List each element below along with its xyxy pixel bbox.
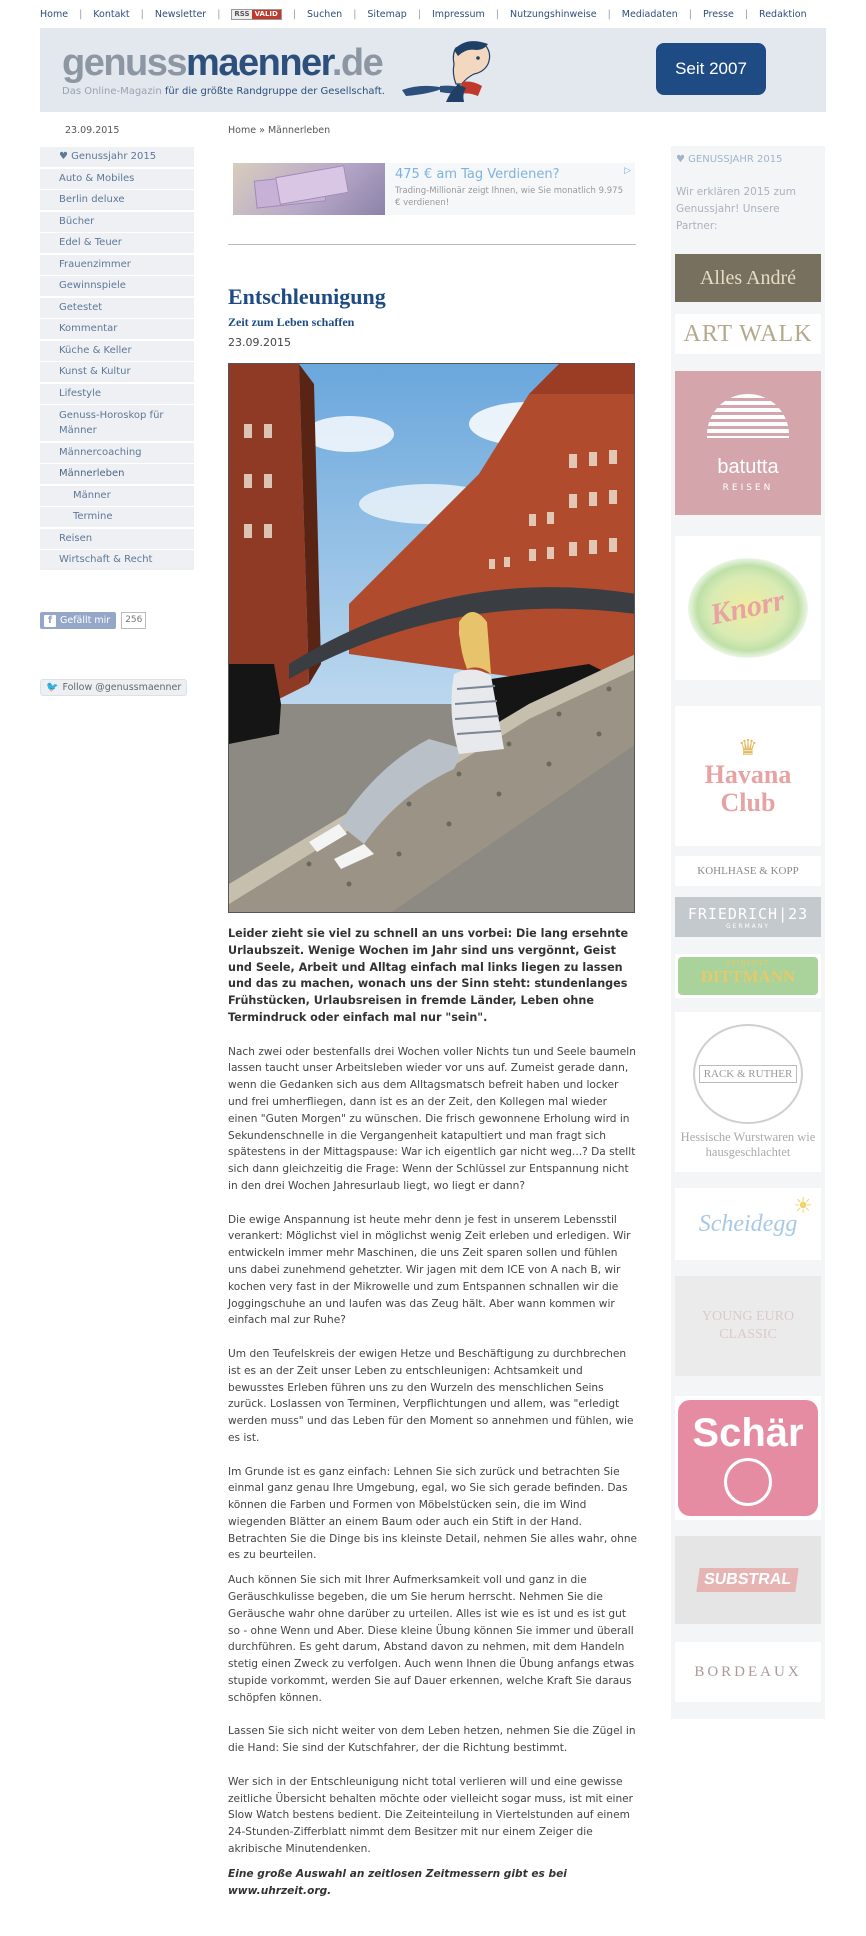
article-title: Entschleunigung — [228, 284, 386, 309]
article-closing-link[interactable]: Eine große Auswahl an zeitlosen Zeitmessern gibt es bei www.uhrzeit.org. — [228, 1867, 567, 1897]
top-navigation: Home | Kontakt | Newsletter | RSS VALID | Suchen | Sitemap | Impressum | Nutzungshinweise | Mediadaten | Presse | Redaktion — [40, 8, 807, 20]
article-paragraph: Im Grunde ist es ganz einfach: Lehnen Sie sich zurück und betrachten Sie einmal ganz genau Ihre Umgebung, egal, wo Sie sich gerade befinden. Das können die Farben und Formen von Möbelstücken sein, die im Wind wiegenden Blätter an einem Baum oder auch ein Stift in der Hand. Betrachten Sie die Dinge bis ins kleinste Detail, nehmen Sie alles wahr, ohne es zu beurteilen. — [228, 1465, 638, 1562]
partner-kohlhase-kopp[interactable]: KOHLHASE & KOPP — [675, 856, 821, 886]
partner-young-euro-classic[interactable]: YOUNG EURO CLASSIC — [675, 1276, 821, 1376]
nav-home[interactable]: Home — [40, 8, 69, 20]
breadcrumb-current: Männerleben — [267, 125, 331, 136]
sidebar-item-buecher[interactable]: Bücher — [40, 212, 194, 232]
facebook-icon: f — [44, 615, 56, 627]
sidebar-item-wirtschaft[interactable]: Wirtschaft & Recht — [40, 550, 194, 570]
partner-intro: Wir erklären 2015 zum Genussjahr! Unsere Partner: — [676, 186, 796, 232]
content-divider — [228, 244, 636, 245]
partner-dittmann[interactable]: FEINKOST DITTMANN — [675, 954, 821, 998]
facebook-like-widget — [40, 612, 146, 629]
sidebar-item-lifestyle[interactable]: Lifestyle — [40, 384, 194, 404]
sidebar-item-genussjahr[interactable]: ♥ Genussjahr 2015 — [40, 147, 194, 167]
sidebar-item-gewinnspiele[interactable]: Gewinnspiele — [40, 276, 194, 296]
nav-impressum[interactable]: Impressum — [431, 8, 485, 20]
sidebar-item-kunst[interactable]: Kunst & Kultur — [40, 362, 194, 382]
article-body — [228, 926, 638, 1916]
sidebar-item-kueche[interactable]: Küche & Keller — [40, 341, 194, 361]
sidebar-item-kommentar[interactable]: Kommentar — [40, 319, 194, 339]
sidebar-subitem-maenner[interactable]: Männer — [40, 486, 194, 506]
current-date: 23.09.2015 — [65, 125, 120, 136]
havana-figure-icon: ♛ — [738, 735, 758, 761]
article-lead: Leider zieht sie viel zu schnell an uns vorbei: Die lang ersehnte Urlaubszeit. Wenige Wochen im Jahr sind uns vergönnt, Geist und Seele, Arbeit und Alltag einfach mal links liegen zu lassen und das zu machen, wonach uns der Sinn steht: stundenlanges Frühstücken, Urlaubsreisen in fremde Länder, Leben ohne Termindruck oder einfach mal nur "sein". — [228, 927, 629, 1024]
article-paragraph: Wer sich in der Entschleunigung nicht total verlieren will und eine gewisse zeitliche Übersicht behalten möchte oder vielleicht sogar muss, ist mit einer Slow Watch bestens bedient. Die Zeiteinteilung in Viertelstunden auf einem 24-Stunden-Zifferblatt nimmt dem Besitzer mit nur einem Zeiger die akribische Minutendenken. — [228, 1775, 634, 1856]
site-logo[interactable]: genussmaenner.de — [62, 42, 383, 84]
sidebar-item-getestet[interactable]: Getestet — [40, 298, 194, 318]
advertisement-banner[interactable] — [233, 163, 635, 215]
sun-icon: ☀ — [793, 1194, 813, 1219]
partner-heading: ♥ GENUSSJAHR 2015 — [676, 154, 783, 165]
partner-havana-club[interactable]: ♛ Havana Club — [675, 706, 821, 846]
article-paragraph: Um den Teufelskreis der ewigen Hetze und Beschäftigung zu durchbrechen ist es an der Zeit unser Leben zu entschleunigen: Achtsamkeit und bewusstes Erleben führen uns zu den Wurzeln des menschlichen Seins zurück. Loslassen von Terminen, Verpflichtungen und allem, was "erledigt werden muss" und das Leben für den Moment so annehmen und fühlen, wie es ist. — [228, 1347, 634, 1444]
article-subtitle: Zeit zum Leben schaffen — [228, 315, 355, 329]
partner-rack-ruther[interactable]: RACK & RUTHER Hessische Wurstwaren wie hausgeschlachtet — [675, 1012, 821, 1172]
article-paragraph: Nach zwei oder bestenfalls drei Wochen voller Nichts tun und Seele baumeln lassen taucht unser Arbeitsleben wieder vor uns auf. Zumeist gerade dann, wenn die Gedanken sich aus dem Alltagsmatsch befreit haben und locker und frei umherfliegen, dann ist es an der Zeit, den Kollegen mal wieder einen "Guten Morgen" zu wünschen. Die frisch gewonnene Erholung wird in Sekundenschnelle in die Vergangenheit katapultiert und man fragt sich spätestens in der Mittagspause: War ich eigentlich gar nicht weg...? Da stellt sich dann gleichzeitig die Frage: Wenn der Schlüssel zur Entspannung nicht in den drei Wochen Jahresurlaub liegt, wo liegt er dann? — [228, 1045, 636, 1192]
nav-kontakt[interactable]: Kontakt — [93, 8, 130, 20]
partner-friedrich-23[interactable]: FRIEDRICH|23 GERMANY — [675, 897, 821, 937]
facebook-like-button[interactable]: f Gefällt mir — [40, 612, 116, 629]
nav-newsletter[interactable]: Newsletter — [154, 8, 207, 20]
ad-text: Trading-Millionär zeigt Ihnen, wie Sie monatlich 9.975 € verdienen! — [395, 186, 623, 208]
sidebar-item-horoskop[interactable]: Genuss-Horoskop für Männer — [40, 405, 194, 441]
article-paragraph: Auch können Sie sich mit Ihrer Aufmerksamkeit voll und ganz in die Geräuschkulisse begeben, die um Sie herum herrscht. Nehmen Sie die Geräusche wahr ohne darüber zu urteilen. Alles ist wie es ist und es ist gut so - ohne Wenn und Aber. Diese kleine Übung können Sie immer und überall durchführen. Es geht darum, Abstand davon zu nehmen, mit dem Handeln stetig einen Zweck zu verfolgen. Auch wenn Ihnen die Übung anfangs etwas stupide vorkommt, werden Sie auf Dauer erkennen, welche Kraft Sie daraus schöpfen können. — [228, 1574, 635, 1704]
sunset-icon — [707, 394, 789, 438]
partner-scheidegg[interactable]: Scheidegg ☀ — [675, 1188, 821, 1260]
nav-presse[interactable]: Presse — [702, 8, 734, 20]
nav-nutzungshinweise[interactable]: Nutzungshinweise — [509, 8, 597, 20]
article-photo — [228, 363, 635, 913]
sidebar-subitem-termine[interactable]: Termine — [40, 507, 194, 527]
ad-choices-icon[interactable]: ▷ — [624, 166, 631, 176]
nav-redaktion[interactable]: Redaktion — [759, 8, 807, 20]
category-sidebar — [40, 147, 194, 572]
mascot-illustration — [400, 36, 520, 104]
nav-suchen[interactable]: Suchen — [307, 8, 343, 20]
partner-art-walk[interactable]: ART WALK — [675, 314, 821, 354]
partner-knorr[interactable]: Knorr — [675, 536, 821, 680]
ad-title[interactable]: 475 € am Tag Verdienen? — [395, 167, 560, 182]
sidebar-item-edel[interactable]: Edel & Teuer — [40, 233, 194, 253]
partner-substral[interactable]: SUBSTRAL — [675, 1536, 821, 1624]
ad-image — [233, 163, 385, 215]
sidebar-item-maennerleben[interactable]: Männerleben — [40, 464, 194, 484]
partner-sidebar — [671, 146, 825, 1719]
article-paragraph: Lassen Sie sich nicht weiter von dem Leben hetzen, nehmen Sie die Zügel in die Hand: Sie sind der Kutschfahrer, der die Richtung bestimmt. — [228, 1725, 636, 1755]
partner-alles-andre[interactable]: Alles André — [675, 254, 821, 302]
site-tagline: Das Online-Magazin für die größte Randgruppe der Gesellschaft. — [62, 86, 385, 97]
sidebar-item-auto[interactable]: Auto & Mobiles — [40, 169, 194, 189]
since-badge: Seit 2007 — [656, 43, 766, 95]
nav-mediadaten[interactable]: Mediadaten — [621, 8, 678, 20]
article-date: 23.09.2015 — [228, 336, 291, 349]
article-paragraph: Die ewige Anspannung ist heute mehr denn je fest in unserem Lebensstil verankert: Möglichst viel in möglichst wenig Zeit erleben und erledigen. Wir entwickeln immer mehr Maschinen, die uns Zeit sparen sollen und fühlen uns dabei zunehmend gehetzter. Wir jagen mit dem ICE von A nach B, wir kochen very fast in der Mikrowelle und zum Entspannen schnallen wir die Joggingschuhe an und laufen was das Zeug hält. Aber wann kommen wir einfach mal zur Ruhe? — [228, 1213, 631, 1327]
sidebar-item-maennercoaching[interactable]: Männercoaching — [40, 443, 194, 463]
site-header — [40, 28, 826, 112]
sidebar-item-reisen[interactable]: Reisen — [40, 529, 194, 549]
rack-ruther-emblem: RACK & RUTHER — [693, 1024, 803, 1124]
twitter-follow-button[interactable]: 🐦 Follow @genussmaenner — [40, 679, 187, 696]
sidebar-item-frauenzimmer[interactable]: Frauenzimmer — [40, 255, 194, 275]
breadcrumb: Home » Männerleben — [228, 125, 331, 136]
breadcrumb-home[interactable]: Home — [228, 125, 257, 136]
facebook-like-count: 256 — [121, 612, 146, 629]
nav-sitemap[interactable]: Sitemap — [367, 8, 407, 20]
partner-bordeaux[interactable]: BORDEAUX — [675, 1642, 821, 1702]
partner-schaer[interactable]: Schär — [675, 1396, 821, 1520]
twitter-bird-icon: 🐦 — [46, 682, 59, 693]
partner-batutta[interactable]: batutta REISEN — [675, 371, 821, 515]
rss-valid-badge[interactable]: RSS VALID — [231, 9, 281, 20]
sidebar-item-berlin[interactable]: Berlin deluxe — [40, 190, 194, 210]
gluten-free-icon — [724, 1458, 772, 1506]
